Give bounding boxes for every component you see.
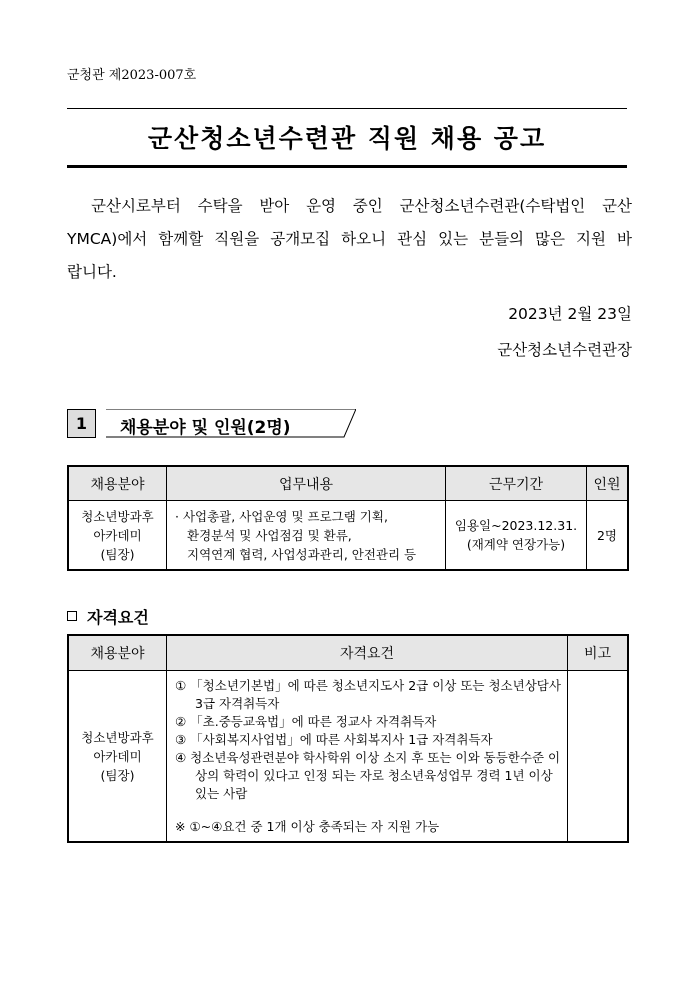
header-remark: 비고: [568, 635, 629, 671]
field-line: 청소년방과후: [81, 729, 154, 745]
header-qualifications: 자격요건: [167, 635, 568, 671]
list-item: ① 「청소년기본법」에 따른 청소년지도사 2급 이상 또는 청소년상담사 3급 자격취득자: [175, 678, 561, 711]
section-number: 1: [67, 409, 96, 438]
header-duties: 업무내용: [167, 466, 446, 501]
period-line: (재계약 연장가능): [466, 537, 566, 552]
field-line: 청소년방과후: [81, 508, 154, 524]
section-title: 채용분야 및 인원(2명): [120, 418, 291, 438]
square-bullet-icon: [67, 611, 77, 621]
table-row: [68, 671, 628, 843]
cell-qualifications: [167, 671, 568, 843]
duty-line: 지역연계 협력, 사업성과관리, 안전관리 등: [187, 546, 417, 562]
header-field: 채용분야: [68, 635, 167, 671]
section-title-box: [106, 409, 356, 438]
header-field: 채용분야: [68, 466, 167, 501]
header-period: 근무기간: [446, 466, 587, 501]
list-item: ③ 「사회복지사업법」에 따른 사회복지사 1급 자격취득자: [175, 732, 493, 747]
field-line: (팀장): [100, 767, 135, 783]
cell-duties: [167, 501, 446, 571]
cell-field: [68, 671, 167, 843]
qualification-note: ※ ①~④요건 중 1개 이상 충족되는 자 지원 가능: [175, 819, 440, 834]
cell-count: 2명: [587, 501, 629, 571]
page-title: 군산청소년수련관 직원 채용 공고: [147, 124, 547, 153]
qualifications-heading: [67, 605, 149, 628]
signer: 군산청소년수련관장: [497, 341, 632, 359]
recruitment-table: [67, 465, 629, 571]
field-line: 아카데미: [93, 527, 142, 543]
cell-period: [446, 501, 587, 571]
qualification-list: [175, 677, 561, 803]
title-box: [67, 108, 627, 168]
list-item: ④ 청소년육성관련분야 학사학위 이상 소지 후 또는 이와 동등한수준 이상의 학력이 있다고 인정 되는 자로 청소년육성업무 경력 1년 이상 있는 사람: [175, 750, 561, 801]
list-item: ② 「초.중등교육법」에 따른 정교사 자격취득자: [175, 714, 437, 729]
cell-field: [68, 501, 167, 571]
period-line: 임용일~2023.12.31.: [454, 518, 578, 533]
intro-paragraph: 군산시로부터 수탁을 받아 운영 중인 군산청소년수련관(수탁법인 군산YMCA)에서 함께할 직원을 공개모집 하오니 관심 있는 분들의 많은 지원 바랍니다.: [67, 197, 632, 281]
qualifications-heading-text: 자격요건: [87, 608, 149, 627]
announcement-date: 2023년 2월 23일: [508, 305, 632, 323]
duty-line: 환경분석 및 사업점검 및 환류,: [187, 527, 352, 543]
table-row: [68, 501, 628, 571]
document-number: 군청관 제2023-007호: [67, 68, 197, 83]
field-line: (팀장): [100, 546, 135, 562]
duty-line: · 사업총괄, 사업운영 및 프로그램 기획,: [175, 508, 388, 524]
header-count: 인원: [587, 466, 629, 501]
qualifications-table: [67, 634, 629, 843]
table-header-row: [68, 466, 628, 501]
cell-remark: [568, 671, 629, 843]
field-line: 아카데미: [93, 748, 142, 764]
table-header-row: [68, 635, 628, 671]
